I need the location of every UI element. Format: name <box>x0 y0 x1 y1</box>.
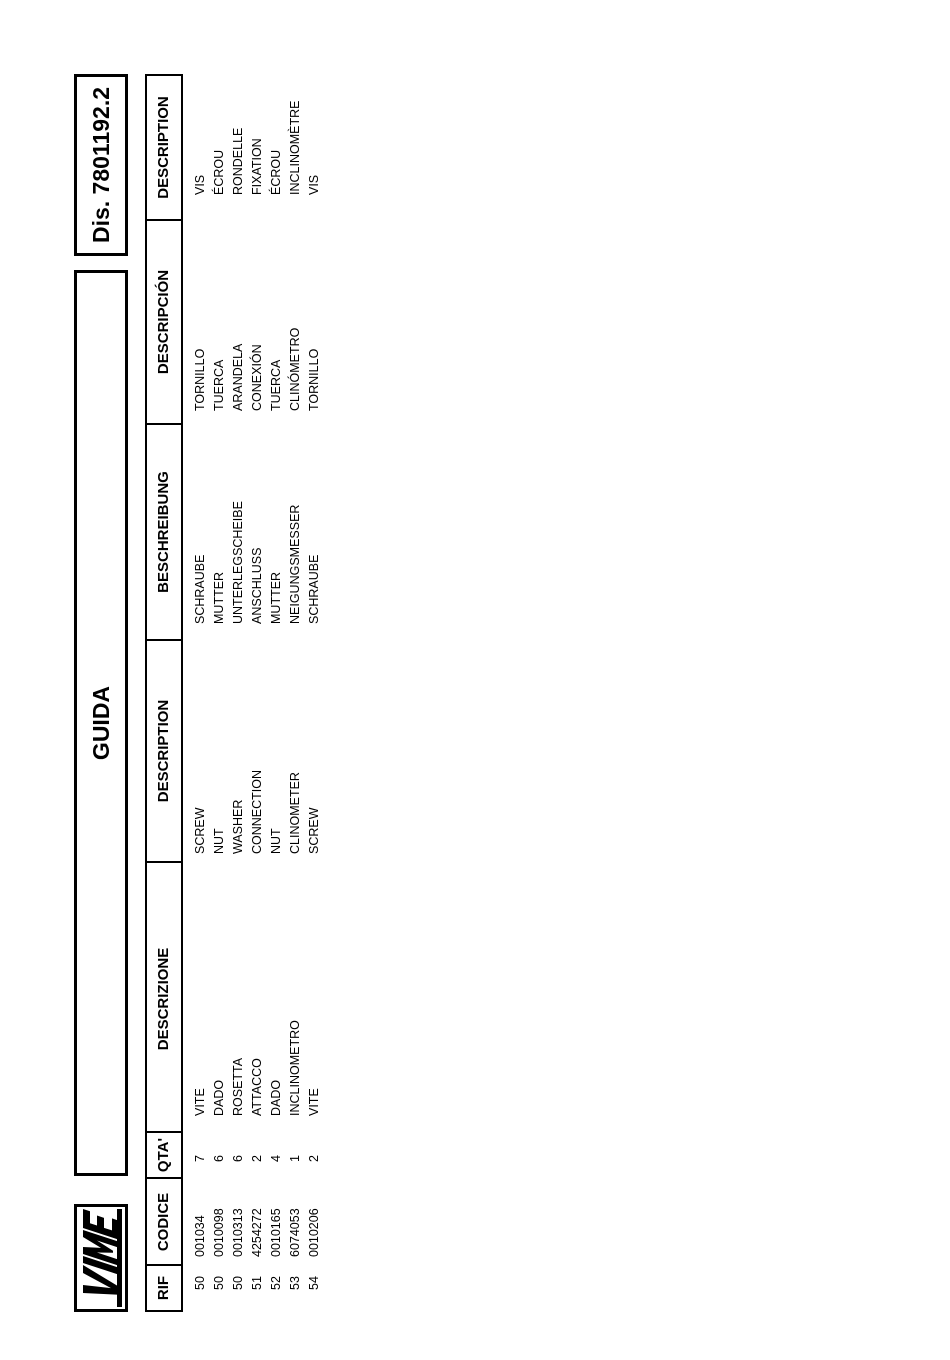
cell-description-en: NUT <box>212 828 226 854</box>
cell-descrizione: ROSETTA <box>231 1057 245 1116</box>
cell-description-en: CLINOMETER <box>288 772 302 854</box>
cell-descrizione: DADO <box>269 1079 283 1116</box>
cell-codice: 6074053 <box>288 1208 302 1257</box>
vimec-logo-mark <box>77 1207 125 1309</box>
cell-description-en: NUT <box>269 828 283 854</box>
col-divider <box>147 219 181 221</box>
cell-qta: 7 <box>193 1155 207 1162</box>
cell-beschreibung: NEIGUNGSMESSER <box>288 504 302 624</box>
title-box <box>74 270 128 1176</box>
cell-description-fr: VIS <box>193 174 207 195</box>
table-row <box>305 74 324 1312</box>
cell-description-fr: FIXATION <box>250 138 264 195</box>
drawing-number-box <box>74 74 128 256</box>
cell-descripcion: TORNILLO <box>307 348 321 411</box>
col-divider <box>147 861 181 863</box>
table-row <box>248 74 267 1312</box>
cell-codice: 0010206 <box>307 1208 321 1257</box>
cell-rif: 50 <box>212 1276 226 1290</box>
cell-description-fr: VIS <box>307 174 321 195</box>
cell-descripcion: CLINÓMETRO <box>288 327 302 411</box>
cell-qta: 4 <box>269 1155 283 1162</box>
col-header-descrizione: DESCRIZIONE <box>155 947 172 1051</box>
cell-descrizione: INCLINOMETRO <box>288 1020 302 1116</box>
cell-descripcion: TUERCA <box>212 359 226 411</box>
drawing-number: Dis. 7801192.2 <box>88 86 114 244</box>
vimec-logo <box>74 1204 128 1312</box>
table-row <box>191 74 210 1312</box>
cell-descripcion: TUERCA <box>269 359 283 411</box>
table-row <box>286 74 305 1312</box>
col-header-beschreibung: BESCHREIBUNG <box>155 471 172 593</box>
cell-description-fr: RONDELLE <box>231 127 245 195</box>
page-title: GUIDA <box>88 685 114 761</box>
cell-descrizione: VITE <box>307 1088 321 1116</box>
cell-description-fr: ÉCROU <box>269 149 283 195</box>
cell-rif: 54 <box>307 1276 321 1290</box>
cell-description-en: SCREW <box>193 807 207 854</box>
col-divider <box>147 423 181 425</box>
cell-descrizione: DADO <box>212 1079 226 1116</box>
col-divider <box>147 1264 181 1266</box>
cell-descripcion: ARANDELA <box>231 343 245 411</box>
cell-beschreibung: UNTERLEGSCHEIBE <box>231 501 245 624</box>
cell-description-en: WASHER <box>231 799 245 854</box>
col-header-description-en: DESCRIPTION <box>155 699 172 803</box>
cell-description-fr: INCLINOMÈTRE <box>288 100 302 195</box>
cell-qta: 2 <box>307 1155 321 1162</box>
cell-descrizione: VITE <box>193 1088 207 1116</box>
table-row <box>267 74 286 1312</box>
cell-beschreibung: SCHRAUBE <box>307 554 321 624</box>
col-divider <box>147 1131 181 1133</box>
table-row <box>229 74 248 1312</box>
cell-rif: 51 <box>250 1276 264 1290</box>
col-header-description-fr: DESCRIPTION <box>155 96 172 199</box>
cell-rif: 52 <box>269 1276 283 1290</box>
cell-descripcion: TORNILLO <box>193 348 207 411</box>
col-header-codice: CODICE <box>155 1192 172 1252</box>
cell-rif: 50 <box>231 1276 245 1290</box>
col-header-qta: QTA' <box>155 1137 172 1173</box>
cell-beschreibung: MUTTER <box>212 571 226 624</box>
cell-descrizione: ATTACCO <box>250 1058 264 1116</box>
cell-beschreibung: SCHRAUBE <box>193 554 207 624</box>
cell-codice: 0010313 <box>231 1208 245 1257</box>
cell-qta: 1 <box>288 1155 302 1162</box>
cell-codice: 0010165 <box>269 1208 283 1257</box>
cell-description-fr: ÉCROU <box>212 149 226 195</box>
cell-qta: 6 <box>212 1155 226 1162</box>
cell-beschreibung: ANSCHLUSS <box>250 547 264 624</box>
cell-qta: 2 <box>250 1155 264 1162</box>
col-header-rif: RIF <box>155 1275 172 1301</box>
cell-rif: 53 <box>288 1276 302 1290</box>
cell-description-en: SCREW <box>307 807 321 854</box>
cell-rif: 50 <box>193 1276 207 1290</box>
col-divider <box>147 639 181 641</box>
cell-codice: 4254272 <box>250 1208 264 1257</box>
col-header-descripcion: DESCRIPCIÓN <box>155 269 172 375</box>
cell-descripcion: CONEXIÓN <box>250 344 264 411</box>
cell-qta: 6 <box>231 1155 245 1162</box>
table-row <box>210 74 229 1312</box>
table-body <box>191 74 324 1312</box>
cell-codice: 001034 <box>193 1215 207 1257</box>
table-header <box>145 74 183 1312</box>
cell-beschreibung: MUTTER <box>269 571 283 624</box>
col-divider <box>147 1177 181 1179</box>
cell-description-en: CONNECTION <box>250 769 264 854</box>
cell-codice: 0010098 <box>212 1208 226 1257</box>
